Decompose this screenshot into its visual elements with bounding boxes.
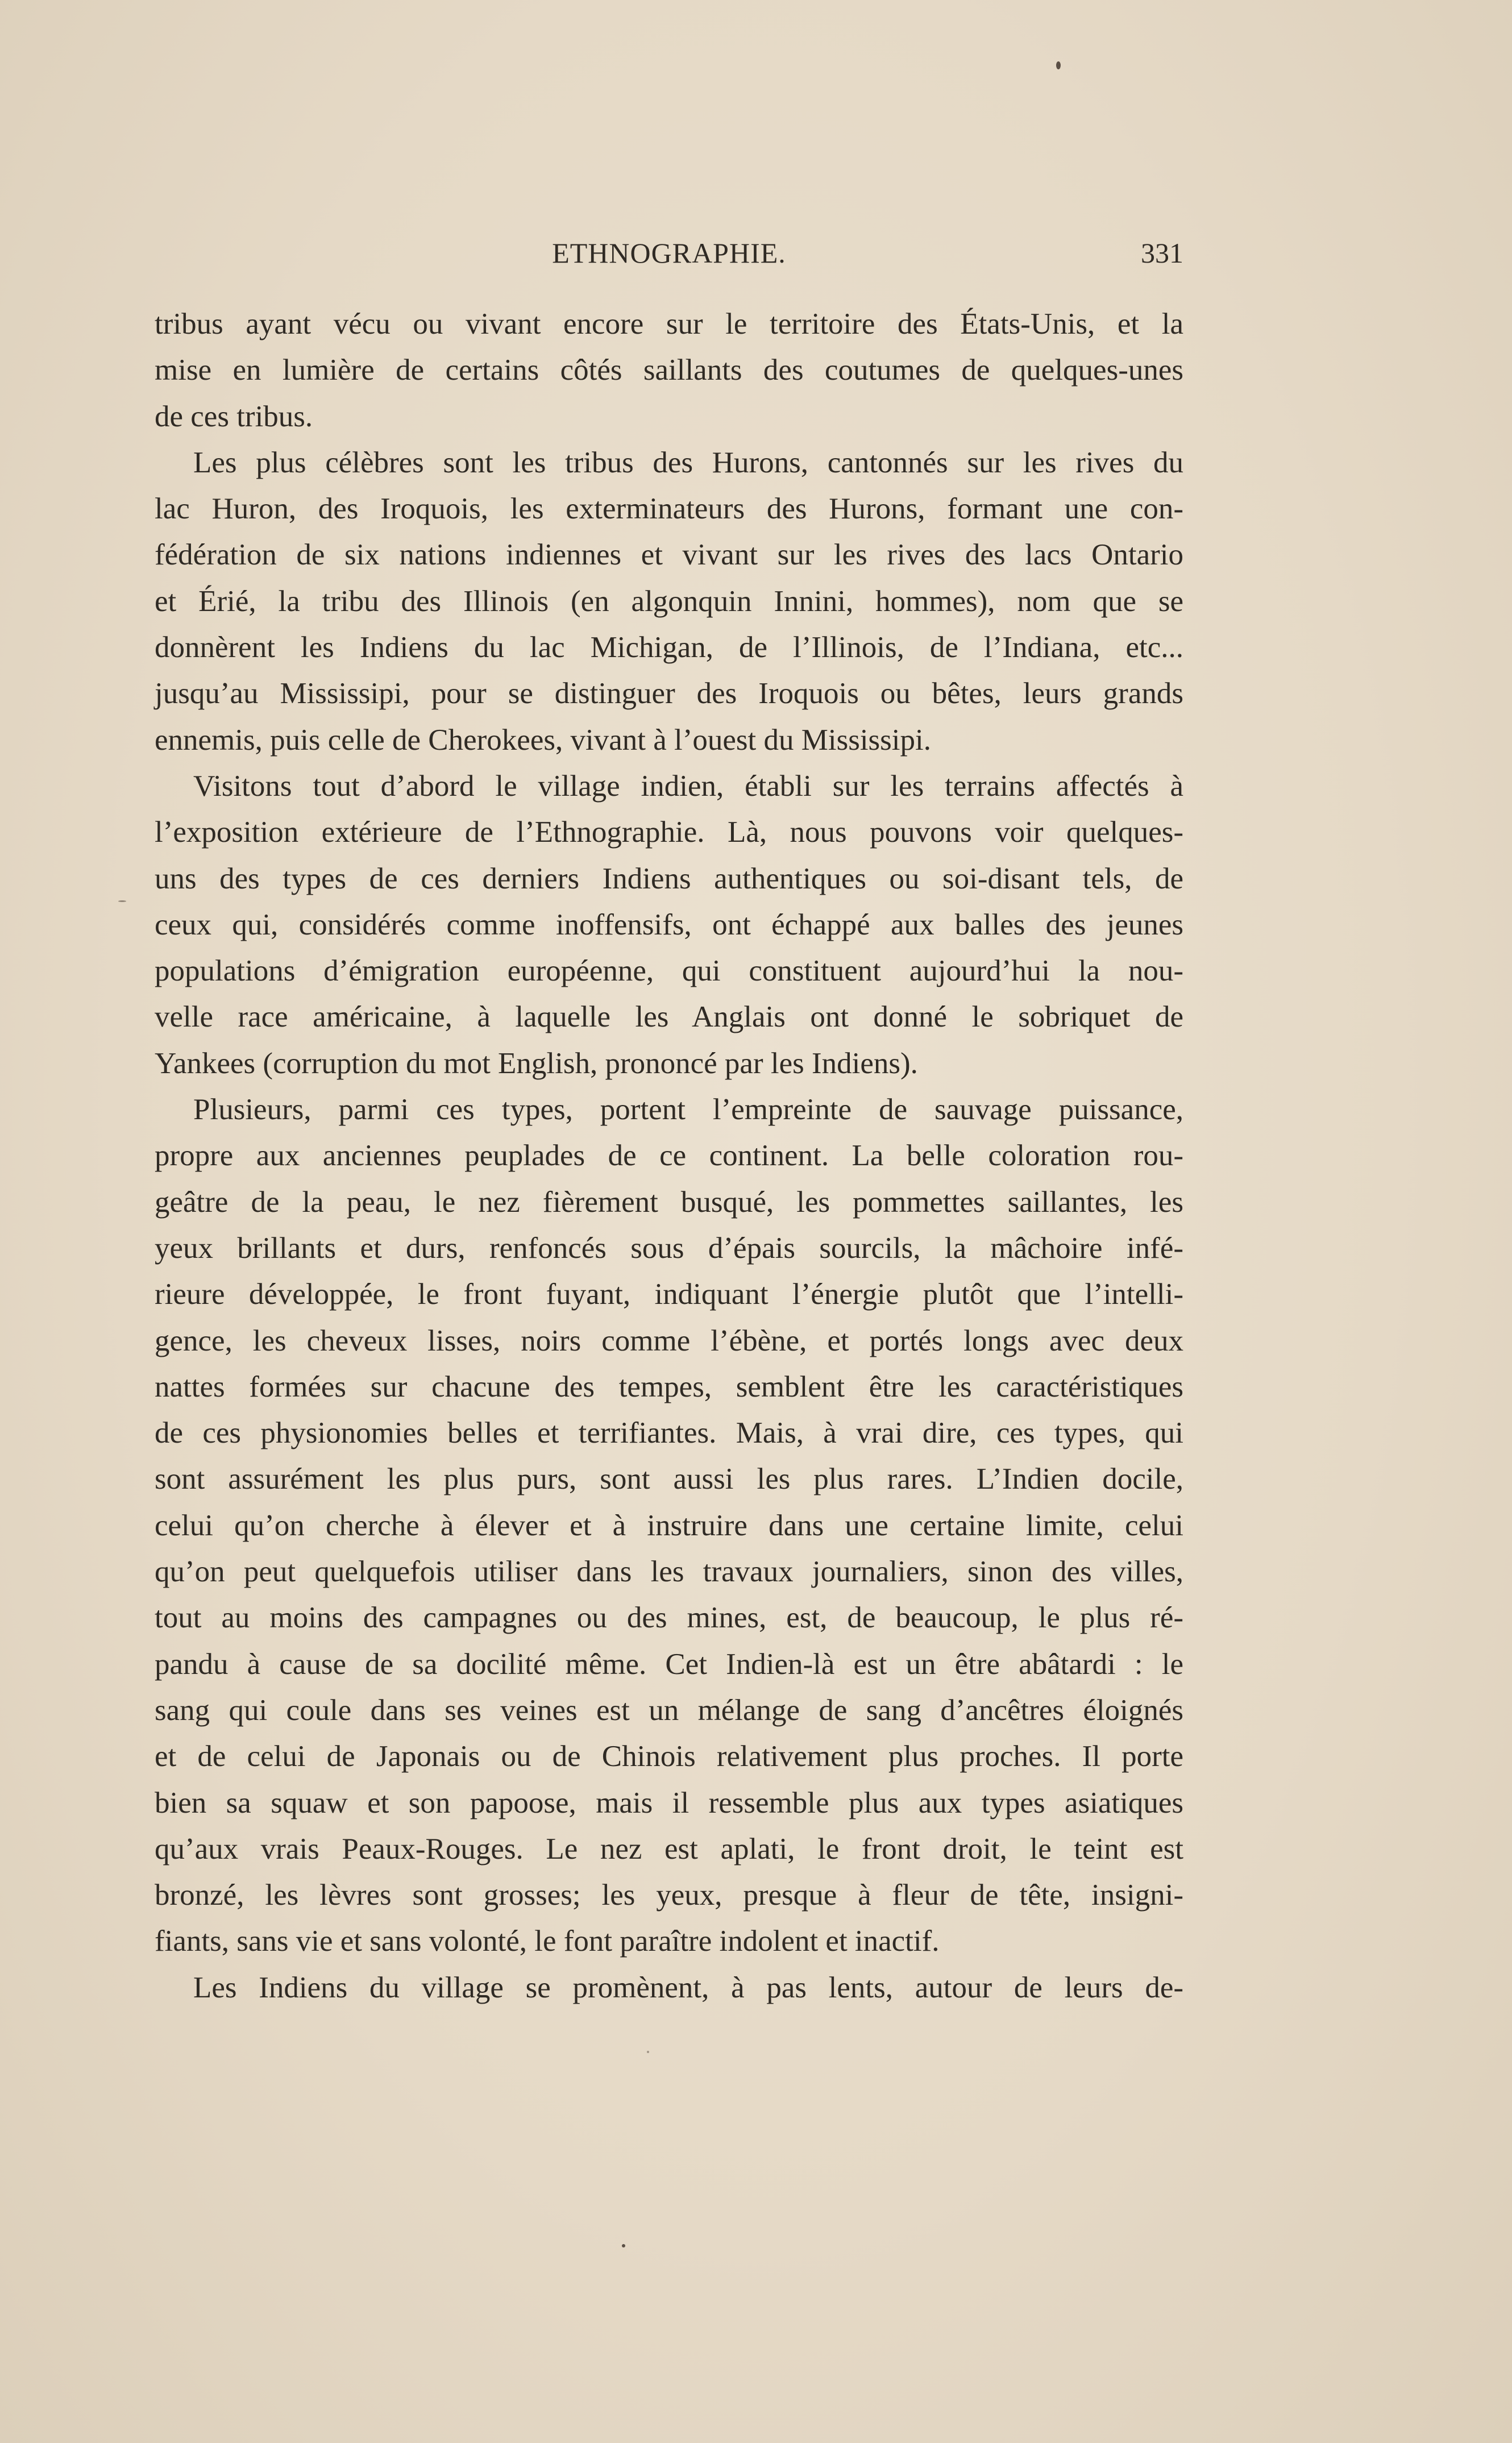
paper-speck	[118, 900, 126, 902]
page-number: 331	[1141, 237, 1183, 269]
text-line: Les plus célèbres sont les tribus des Hurons, cantonnés sur les rives du	[193, 446, 1183, 479]
text-line: rieure développée, le front fuyant, indiquant l’énergie plutôt que l’intelli-	[155, 1278, 1183, 1311]
text-line: Visitons tout d’abord le village indien, établi sur les terrains affectés à	[193, 769, 1183, 803]
text-line: sang qui coule dans ses veines est un mélange de sang d’ancêtres éloignés	[155, 1693, 1183, 1727]
text-line: mise en lumière de certains côtés saillants des coutumes de quelques-unes	[155, 354, 1183, 387]
text-line: Yankees (corruption du mot English, prononcé par les Indiens).	[155, 1046, 918, 1080]
text-line: yeux brillants et durs, renfoncés sous d’épais sourcils, la mâchoire infé-	[155, 1231, 1183, 1265]
text-line: ceux qui, considérés comme inoffensifs, ont échappé aux balles des jeunes	[155, 908, 1183, 941]
text-line: l’exposition extérieure de l’Ethnographie. Là, nous pouvons voir quelques-	[155, 816, 1183, 849]
text-line: et Érié, la tribu des Illinois (en algonquin Innini, hommes), nom que se	[155, 584, 1183, 618]
page-header	[155, 236, 1183, 276]
paper-speck	[1056, 61, 1061, 69]
text-line: Plusieurs, parmi ces types, portent l’empreinte de sauvage puissance,	[193, 1093, 1183, 1127]
text-line: nattes formées sur chacune des tempes, semblent être les caractéristiques	[155, 1370, 1183, 1403]
body-text	[155, 301, 1183, 2011]
text-line: celui qu’on cherche à élever et à instruire dans une certaine limite, celui	[155, 1509, 1183, 1542]
text-line: fiants, sans vie et sans volonté, le font paraître indolent et inactif.	[155, 1925, 940, 1958]
text-line: jusqu’au Mississipi, pour se distinguer des Iroquois ou bêtes, leurs grands	[155, 677, 1183, 711]
text-line: bien sa squaw et son papoose, mais il ressemble plus aux types asiatiques	[155, 1786, 1183, 1819]
paper-speck	[622, 2244, 625, 2247]
text-line: ennemis, puis celle de Cherokees, vivant à l’ouest du Mississipi.	[155, 723, 931, 757]
paper-speck	[647, 2051, 649, 2053]
text-line: et de celui de Japonais ou de Chinois relativement plus proches. Il porte	[155, 1740, 1183, 1773]
running-title: ETHNOGRAPHIE.	[552, 237, 786, 269]
text-line: sont assurément les plus purs, sont aussi les plus rares. L’Indien docile,	[155, 1463, 1183, 1496]
text-line: qu’on peut quelquefois utiliser dans les travaux journaliers, sinon des villes,	[155, 1555, 1183, 1589]
text-line: qu’aux vrais Peaux-Rouges. Le nez est aplati, le front droit, le teint est	[155, 1832, 1183, 1866]
text-line: pandu à cause de sa docilité même. Cet Indien-là est un être abâtardi : le	[155, 1647, 1183, 1681]
text-line: lac Huron, des Iroquois, les exterminateurs des Hurons, formant une con-	[155, 492, 1183, 526]
text-line: populations d’émigration européenne, qui constituent aujourd’hui la nou-	[155, 954, 1183, 988]
text-line: de ces physionomies belles et terrifiantes. Mais, à vrai dire, ces types, qui	[155, 1416, 1183, 1450]
text-line: de ces tribus.	[155, 400, 313, 433]
text-line: tout au moins des campagnes ou des mines, est, de beaucoup, le plus ré-	[155, 1601, 1183, 1635]
text-line: uns des types de ces derniers Indiens authentiques ou soi-disant tels, de	[155, 862, 1183, 895]
text-line: geâtre de la peau, le nez fièrement busqué, les pommettes saillantes, les	[155, 1185, 1183, 1219]
text-line: velle race américaine, à laquelle les Anglais ont donné le sobriquet de	[155, 1000, 1183, 1034]
text-line: donnèrent les Indiens du lac Michigan, de l’Illinois, de l’Indiana, etc...	[155, 631, 1183, 664]
text-line: Les Indiens du village se promènent, à pas lents, autour de leurs de-	[193, 1971, 1183, 2004]
text-line: gence, les cheveux lisses, noirs comme l’ébène, et portés longs avec deux	[155, 1324, 1183, 1357]
text-line: bronzé, les lèvres sont grosses; les yeux, presque à fleur de tête, insigni-	[155, 1879, 1183, 1912]
text-line: tribus ayant vécu ou vivant encore sur le territoire des États-Unis, et la	[155, 308, 1183, 340]
text-line: fédération de six nations indiennes et vivant sur les rives des lacs Ontario	[155, 538, 1183, 572]
text-line: propre aux anciennes peuplades de ce continent. La belle coloration rou-	[155, 1139, 1183, 1173]
